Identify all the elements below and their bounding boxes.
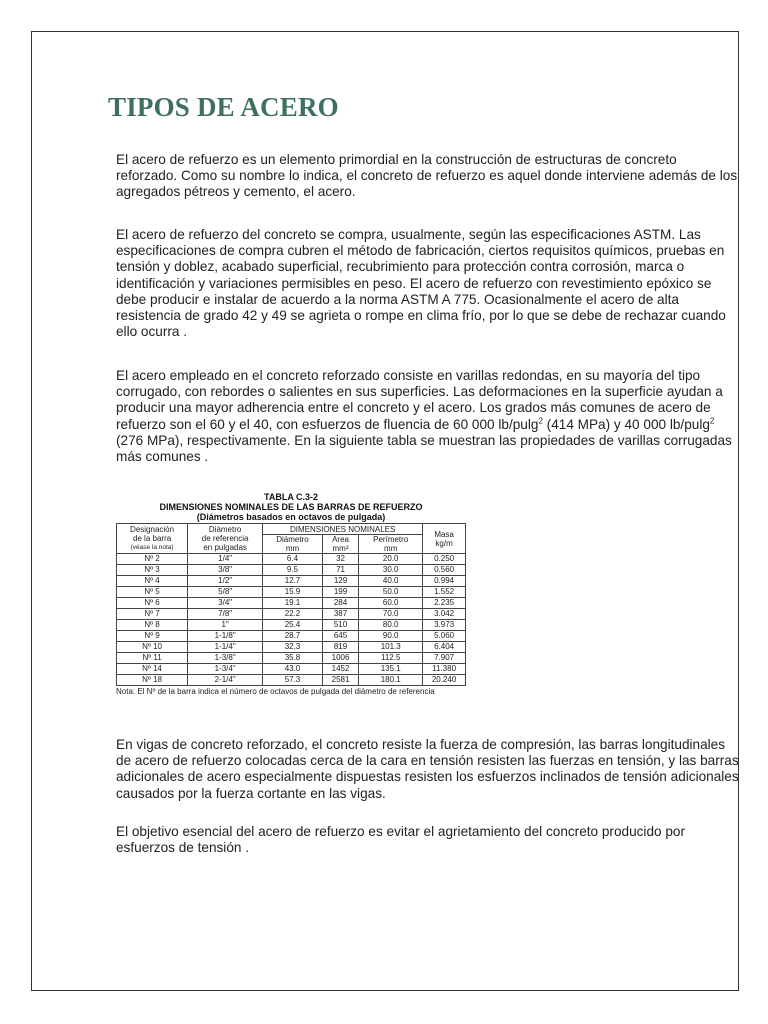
table-cell: Nº 8	[117, 620, 188, 631]
header-text: (véase la nota)	[130, 544, 174, 551]
table-cell: 0.250	[423, 554, 466, 565]
table-cell: 20.0	[359, 554, 423, 565]
paragraph-text: (276 MPa), respectivamente. En la siguiente tabla se muestran las propiedades de varillas corrugadas más comunes .	[116, 432, 732, 465]
table-cell: 1-3/4"	[188, 664, 263, 675]
table-cell: 25.4	[263, 620, 323, 631]
table-cell: 199	[322, 587, 358, 598]
paragraph-corrugated-bars	[116, 368, 740, 465]
table-body	[117, 554, 466, 686]
table-cell: 1006	[322, 653, 358, 664]
header-text: Perímetro	[373, 535, 409, 544]
paragraph-objective: El objetivo esencial del acero de refuerzo es evitar el agrietamiento del concreto producido por esfuerzos de tensión .	[116, 824, 685, 856]
table-cell: 80.0	[359, 620, 423, 631]
table-row	[117, 642, 466, 653]
paragraph-intro: El acero de refuerzo es un elemento primordial en la construcción de estructuras de concreto reforzado. Como su nombre lo indica, el concreto de refuerzo es aquel donde interviene además de los agregados pétreos y cemento, el acero.	[116, 152, 738, 200]
header-designation	[117, 524, 188, 554]
table-caption: TABLA C.3-2	[264, 492, 318, 502]
table-cell: 6.404	[423, 642, 466, 653]
table-note: Nota: El Nº de la barra indica el número de octavos de pulgada del diámetro de referencia	[116, 687, 435, 696]
table-cell: 1-1/8"	[188, 631, 263, 642]
header-text: kg/m	[435, 538, 453, 548]
table-cell: 1/2"	[188, 576, 263, 587]
table-cell: 3/8"	[188, 565, 263, 576]
table-cell: 7.907	[423, 653, 466, 664]
table-cell: 1-3/8"	[188, 653, 263, 664]
table-cell: 510	[322, 620, 358, 631]
paragraph-text: (414 MPa) y 40 000 lb/pulg	[542, 416, 710, 432]
superscript: 2	[709, 416, 715, 426]
table-cell: 1-1/4"	[188, 642, 263, 653]
table-cell: 22.2	[263, 609, 323, 620]
table-row	[117, 631, 466, 642]
table-cell: 129	[322, 576, 358, 587]
table-cell: 3.042	[423, 609, 466, 620]
header-text: Designación	[130, 525, 175, 534]
table-cell: Nº 3	[117, 565, 188, 576]
table-cell: 28.7	[263, 631, 323, 642]
table-cell: 180.1	[359, 675, 423, 686]
superscript: 2	[538, 416, 543, 426]
header-text: Masa	[434, 529, 454, 539]
table-cell: 43.0	[263, 664, 323, 675]
table-row	[117, 598, 466, 609]
table-cell: Nº 4	[117, 576, 188, 587]
header-nominal-dimensions: DIMENSIONES NOMINALES	[263, 524, 423, 535]
rebar-dimensions-table	[116, 492, 466, 697]
table-row	[117, 675, 466, 686]
paragraph-astm: El acero de refuerzo del concreto se compra, usualmente, según las especificaciones ASTM. Las especificaciones de compra cubren el método de fabricación, ciertos requisitos químicos, pruebas en tensión y doblez, acabado superficial, recubrimiento para protección contra corrosión, marca o identificación y variaciones permisibles en peso. El acero de refuerzo con revestimiento epóxico se debe producir e instalar de acuerdo a la norma ASTM A 775. Ocasionalmente el acero de alta resistencia de grado 42 y 49 se agrieta o rompe en clima frío, por lo que se debe de rechazar cuando ello ocurra .	[116, 227, 726, 340]
header-text: Area	[332, 535, 349, 544]
table-cell: 71	[322, 565, 358, 576]
header-text: en pulgadas	[203, 543, 247, 552]
table-cell: 645	[322, 631, 358, 642]
paragraph-text: El acero empleado en el concreto reforzado consiste en varillas redondas, en su mayoría del tipo corrugado, con rebordes o salientes en sus superficies. Las deformaciones en la superficie ayudan a producir una mayor adherencia entre el concreto y el acero. Los grados más comunes de acero de refuerzo son el 60 y el 40, con esfuerzos de fluencia de 60 000 lb/pulg	[116, 368, 723, 432]
table-cell: 30.0	[359, 565, 423, 576]
header-mass	[423, 524, 466, 554]
table-cell: Nº 2	[117, 554, 188, 565]
table-cell: 35.8	[263, 653, 323, 664]
header-text: mm	[285, 544, 300, 553]
table-cell: Nº 18	[117, 675, 188, 686]
table-cell: Nº 9	[117, 631, 188, 642]
table-cell: 2.235	[423, 598, 466, 609]
header-text: de referencia	[201, 534, 249, 543]
table-row	[117, 587, 466, 598]
table-cell: 50.0	[359, 587, 423, 598]
table-cell: 3.973	[423, 620, 466, 631]
table-cell: 20.240	[423, 675, 466, 686]
table-cell: Nº 6	[117, 598, 188, 609]
table-cell: Nº 10	[117, 642, 188, 653]
table-cell: 90.0	[359, 631, 423, 642]
table-heading: DIMENSIONES NOMINALES DE LAS BARRAS DE REFUERZO	[159, 502, 423, 512]
table-cell: 3/4"	[188, 598, 263, 609]
table-cell: 12.7	[263, 576, 323, 587]
table-cell: Nº 7	[117, 609, 188, 620]
header-reference-diameter	[188, 524, 263, 554]
table-row	[117, 664, 466, 675]
table-cell: 70.0	[359, 609, 423, 620]
table-cell: 284	[322, 598, 358, 609]
table-row	[117, 620, 466, 631]
table-cell: 2-1/4"	[188, 675, 263, 686]
table-cell: 1.552	[423, 587, 466, 598]
table-cell: 101.3	[359, 642, 423, 653]
table-cell: 19.1	[263, 598, 323, 609]
table-cell: 2581	[322, 675, 358, 686]
table-cell: 32	[322, 554, 358, 565]
page-title: TIPOS DE ACERO	[108, 92, 339, 122]
table-cell: 7/8"	[188, 609, 263, 620]
table-cell: 32.3	[263, 642, 323, 653]
header-text: de la barra	[132, 534, 172, 543]
header-text: mm	[384, 544, 398, 553]
header-text: Diámetro	[208, 525, 242, 534]
header-diameter	[263, 535, 323, 554]
table-row	[117, 609, 466, 620]
table-cell: 819	[322, 642, 358, 653]
table-cell: 5/8"	[188, 587, 263, 598]
table-cell: Nº 11	[117, 653, 188, 664]
table-cell: 0.560	[423, 565, 466, 576]
table-cell: 1452	[322, 664, 358, 675]
table-subheading: (Diámetros basados en octavos de pulgada)	[196, 512, 386, 522]
table-cell: Nº 14	[117, 664, 188, 675]
table-cell: 57.3	[263, 675, 323, 686]
table-cell: 5.060	[423, 631, 466, 642]
table-cell: 11.380	[423, 664, 466, 675]
table-cell: 6.4	[263, 554, 323, 565]
table-cell: 1"	[188, 620, 263, 631]
data-table	[116, 523, 466, 686]
paragraph-beams: En vigas de concreto reforzado, el concreto resiste la fuerza de compresión, las barras longitudinales de acero de refuerzo colocadas cerca de la cara en tensión resisten las fuerzas en tensión, y las barras adicionales de acero especialmente dispuestas resisten los esfuerzos inclinados de tensión adicionales causados por la fuerza cortante en las vigas.	[116, 737, 739, 801]
table-cell: 0.994	[423, 576, 466, 587]
header-text: mm²	[332, 544, 349, 553]
header-area	[322, 535, 358, 554]
table-cell: 112.5	[359, 653, 423, 664]
table-cell: Nº 5	[117, 587, 188, 598]
header-text: Diámetro	[276, 535, 309, 544]
table-row	[117, 565, 466, 576]
table-cell: 9.5	[263, 565, 323, 576]
table-cell: 60.0	[359, 598, 423, 609]
table-cell: 40.0	[359, 576, 423, 587]
header-perimeter	[359, 535, 423, 554]
table-cell: 135.1	[359, 664, 423, 675]
table-row	[117, 653, 466, 664]
table-row	[117, 576, 466, 587]
table-cell: 15.9	[263, 587, 323, 598]
table-row	[117, 554, 466, 565]
table-cell: 1/4"	[188, 554, 263, 565]
table-cell: 387	[322, 609, 358, 620]
